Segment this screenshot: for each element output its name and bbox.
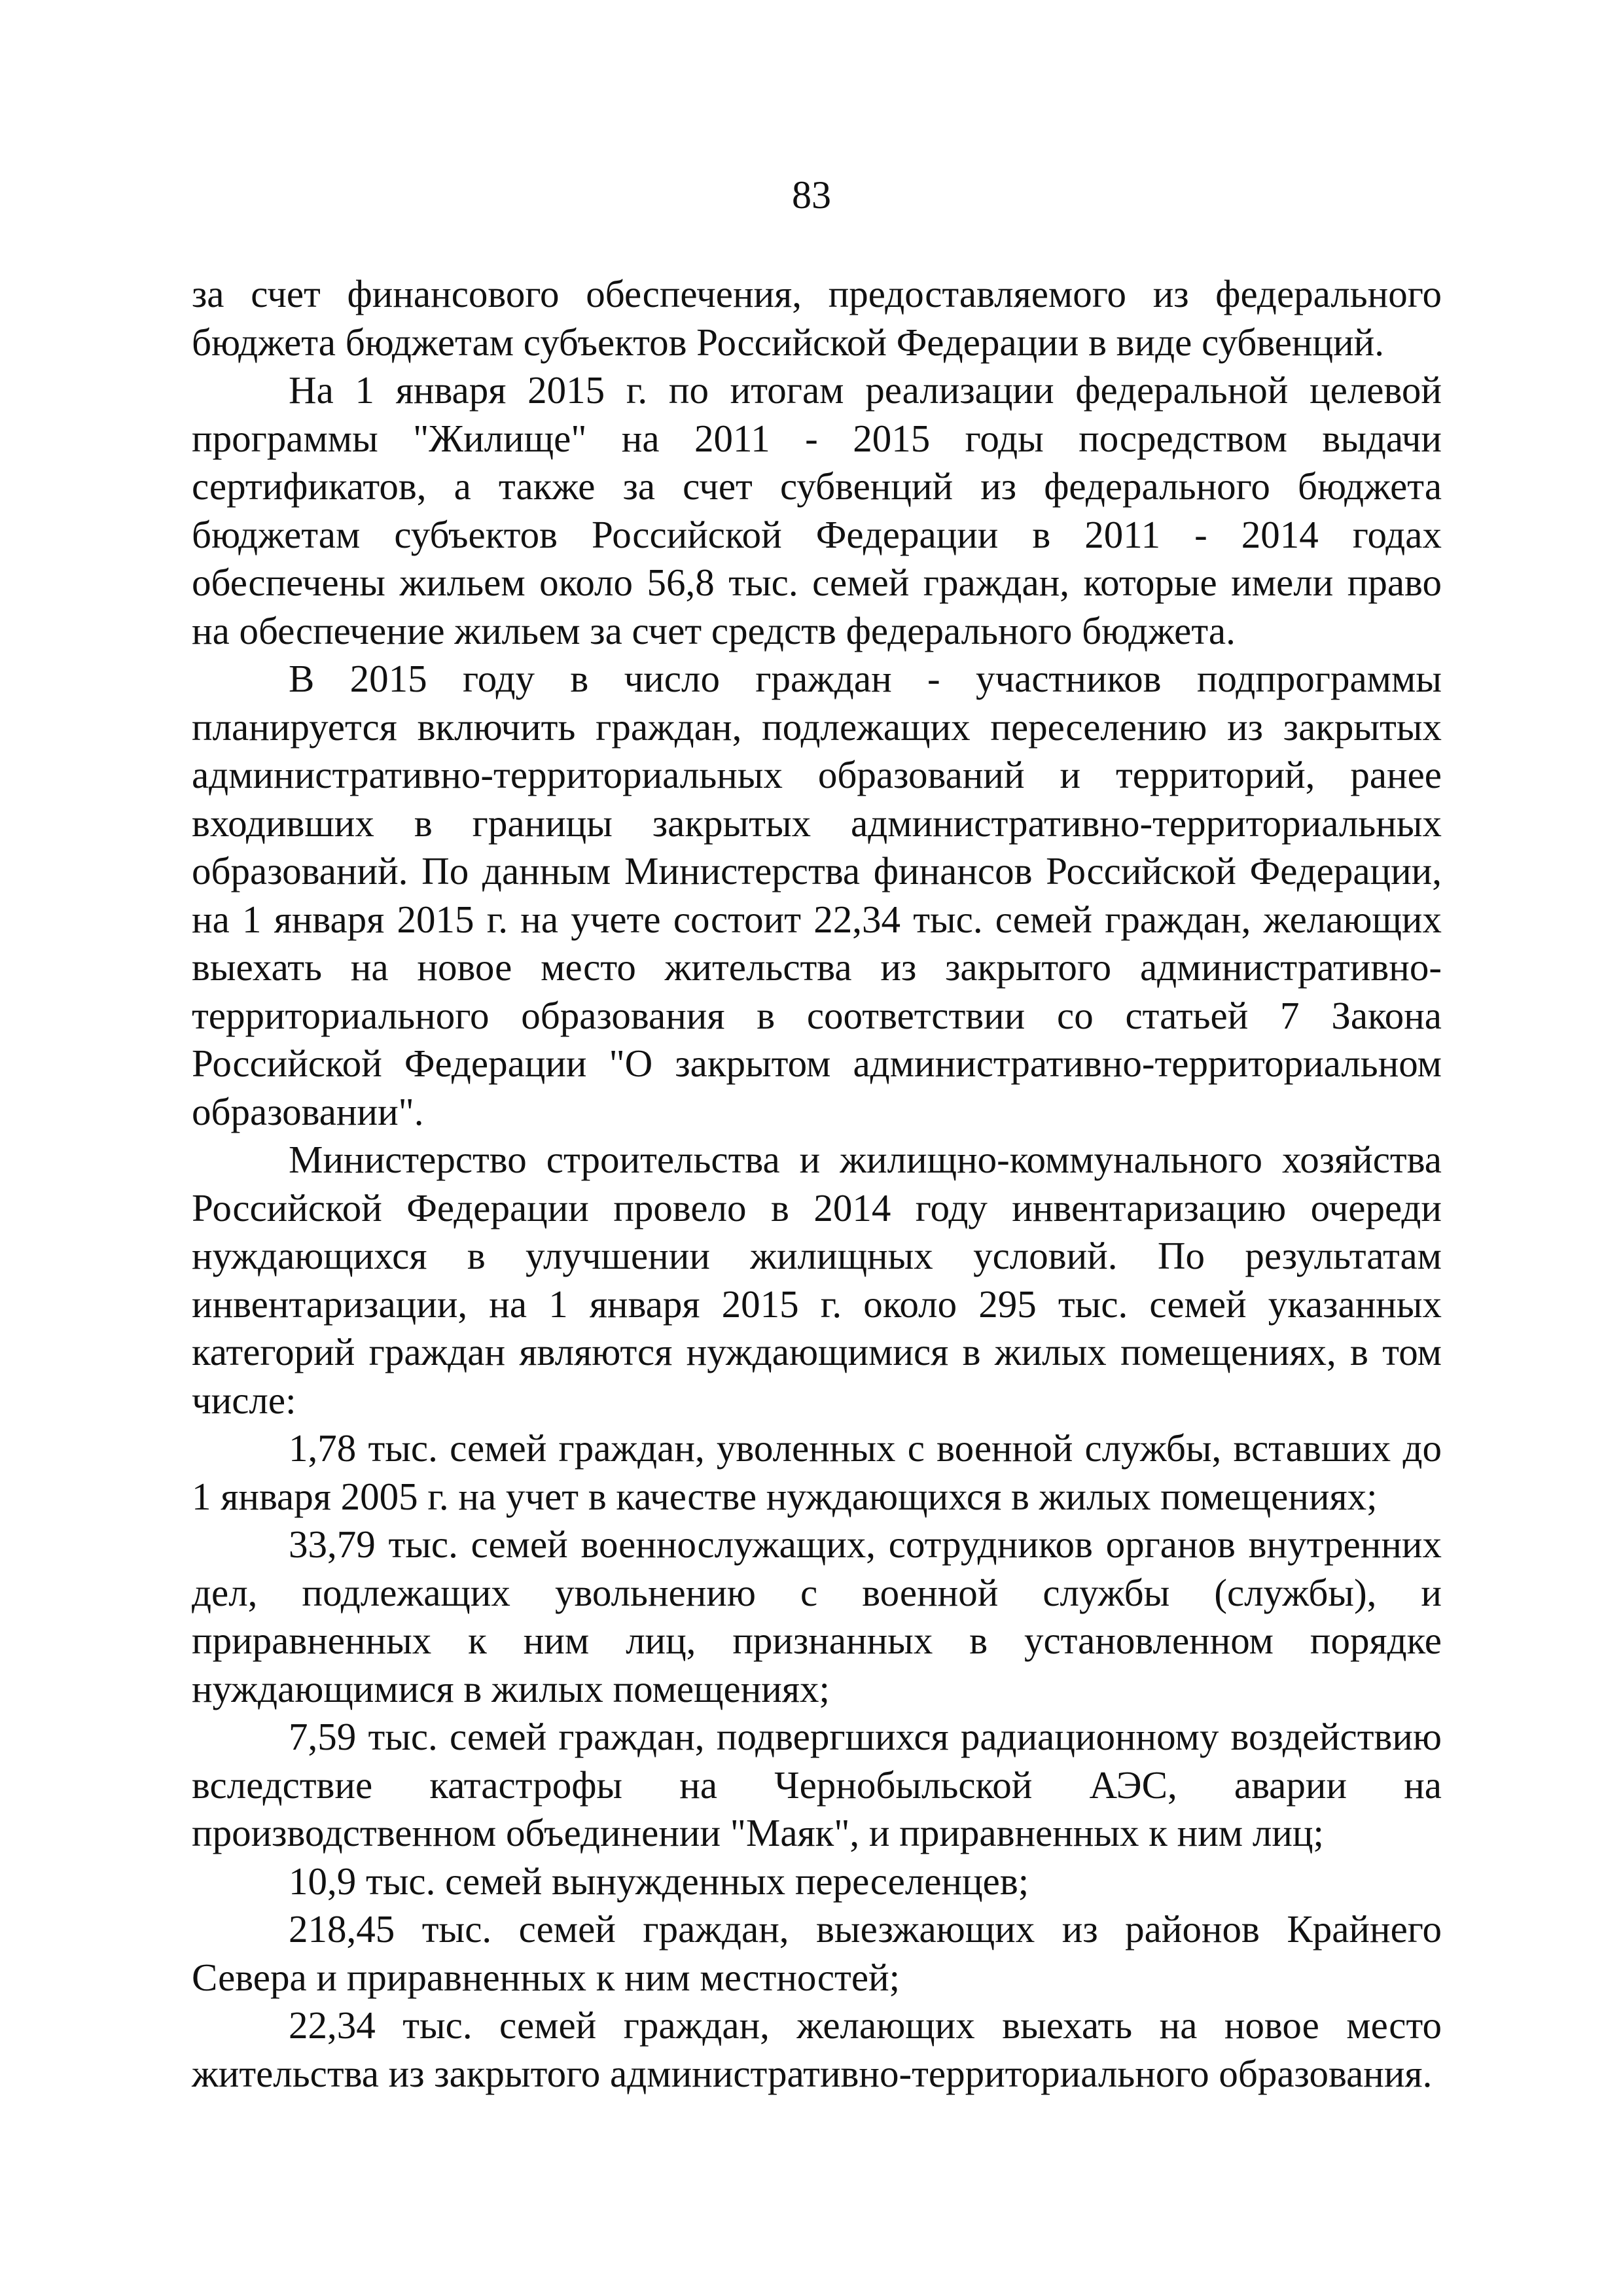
list-item-forced-migrants: 10,9 тыс. семей вынужденных переселенцев; (289, 1859, 1029, 1903)
paragraph-continuation: за счет финансового обеспечения, предоставляемого из федерального бюджета бюджетам субъектов Российской Федерации в виде субвенций. (192, 272, 1442, 364)
paragraph-zhilishche-results: На 1 января 2015 г. по итогам реализации федеральной целевой программы "Жилище" на 2011 - 2015 годы посредством выдачи сертификатов, а также за счет субвенций из федерального бюджета бюджетам субъектов Российской Федерации в 2011 - 2014 годах обеспечены жильем около 56,8 тыс. семей граждан, которые имели право на обеспечение жильем за счет средств федерального бюджета. (192, 368, 1442, 652)
list-item-servicemen: 33,79 тыс. семей военнослужащих, сотрудников органов внутренних дел, подлежащих увольнению с военной службы (службы), и приравненных к ним лиц, признанных в установленном порядке нуждающимися в жилых помещениях; (192, 1523, 1442, 1710)
list-item-radiation: 7,59 тыс. семей граждан, подвергшихся радиационному воздействию вследствие катастрофы на Чернобыльской АЭС, аварии на производственном объединении "Маяк", и приравненных к ним лиц; (192, 1715, 1442, 1854)
paragraph-zato-resettlement: В 2015 году в число граждан - участников подпрограммы планируется включить граждан, подлежащих переселению из закрытых административно-территориальных образований и территорий, ранее входивших в границы закрытых административно-территориальных образований. По данным Министерства финансов Российской Федерации, на 1 января 2015 г. на учете состоит 22,34 тыс. семей граждан, желающих выехать на новое место жительства из закрытого административно-территориального образования в соответствии со статьей 7 Закона Российской Федерации "О закрытом административно-территориальном образовании". (192, 657, 1442, 1133)
list-item-far-north: 218,45 тыс. семей граждан, выезжающих из районов Крайнего Севера и приравненных к ним местностей; (192, 1907, 1442, 1999)
page-number: 83 (792, 173, 831, 217)
list-item-military-dismissed: 1,78 тыс. семей граждан, уволенных с военной службы, вставших до 1 января 2005 г. на учет в качестве нуждающихся в жилых помещениях; (192, 1426, 1442, 1518)
list-item-zato: 22,34 тыс. семей граждан, желающих выехать на новое место жительства из закрытого административно-территориального образования. (192, 2004, 1442, 2095)
paragraph-inventory: Министерство строительства и жилищно-коммунального хозяйства Российской Федерации провело в 2014 году инвентаризацию очереди нуждающихся в улучшении жилищных условий. По результатам инвентаризации, на 1 января 2015 г. около 295 тыс. семей указанных категорий граждан являются нуждающимися в жилых помещениях, в том числе: (192, 1138, 1442, 1422)
document-body (192, 270, 1442, 2098)
